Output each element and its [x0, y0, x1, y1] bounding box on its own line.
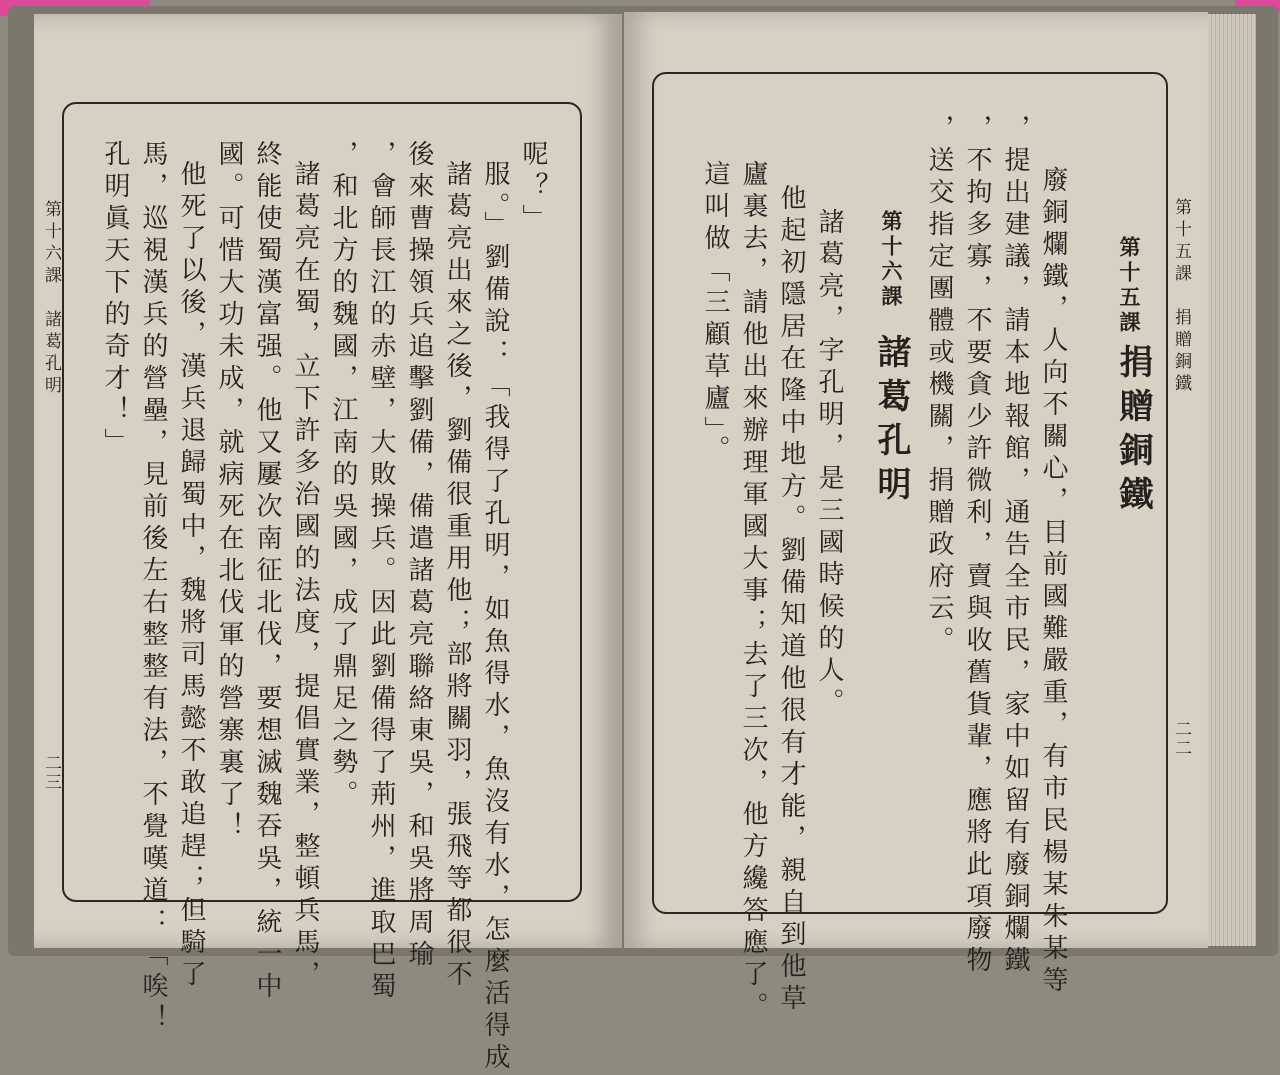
running-head: 第十六課 諸葛孔明 — [41, 200, 61, 398]
lesson-heading: 第十六課 — [879, 210, 904, 310]
text-line: ，會師長江的赤壁，大敗操兵。因此劉備得了荊州，進取巴蜀 — [366, 140, 396, 1004]
text-line: 諸葛亮出來之後，劉備很重用他；部將關羽，張飛等都很不 — [442, 160, 472, 992]
text-line: ，送交指定團體或機關，捐贈政府云。 — [924, 114, 954, 658]
text-line: 廢銅爛鐵，人向不關心，目前國難嚴重，有市民楊某朱某等 — [1038, 166, 1068, 998]
text-line: 孔明眞天下的奇才！」 — [100, 140, 130, 460]
text-line: 諸葛亮，字孔明，是三國時候的人。 — [814, 208, 844, 720]
page-edges — [1208, 14, 1256, 946]
text-line: 馬，巡視漢兵的營壘，見前後左右整整有法，不覺嘆道：「唉！ — [138, 140, 168, 1036]
text-line: ，和北方的魏國，江南的吳國，成了鼎足之勢。 — [328, 140, 358, 812]
page-number: 二二 — [1171, 720, 1191, 758]
lesson-title: 捐贈銅鐵 — [1113, 344, 1153, 520]
page-number: 二三 — [41, 754, 61, 792]
text-frame — [62, 102, 582, 1075]
text-line: ，不拘多寡，不要貪少許微利，賣與收舊貨輩，應將此項廢物 — [962, 114, 992, 978]
text-line: 他起初隱居在隆中地方。劉備知道他很有才能，親自到他草 — [776, 184, 806, 1016]
text-frame — [652, 72, 1168, 1024]
text-line: 廬裏去，請他出來辦理軍國大事；去了三次，他方纔答應了。 — [738, 160, 768, 1024]
text-line: 呢？」 — [518, 140, 548, 236]
left-page — [34, 14, 622, 1075]
text-line: 他死了以後，漢兵退歸蜀中，魏將司馬懿不敢追趕；但騎了 — [176, 160, 206, 992]
lesson-title: 諸葛孔明 — [871, 334, 911, 510]
text-line: 服。」劉備說：「我得了孔明，如魚得水，魚沒有水，怎麼活得成 — [480, 160, 510, 1075]
text-line: 後來曹操領兵追擊劉備，備遣諸葛亮聯絡東吳，和吳將周瑜 — [404, 140, 434, 972]
text-line: 諸葛亮在蜀，立下許多治國的法度，提倡實業，整頓兵馬， — [290, 160, 320, 992]
text-line: 這叫做「三顧草廬」。 — [700, 160, 730, 467]
running-head: 第十五課 捐贈銅鐵 — [1171, 198, 1191, 396]
right-page — [624, 12, 1208, 1024]
text-line: ，提出建議，請本地報館，通告全市民，家中如留有廢銅爛鐵 — [1000, 114, 1030, 978]
text-line: 國。可惜大功未成，就病死在北伐軍的營寨裏了！ — [214, 140, 244, 844]
text-line: 終能使蜀漢富强。他又屢次南征北伐，要想滅魏吞吳，統一中 — [252, 140, 282, 1004]
lesson-heading: 第十五課 — [1117, 236, 1142, 336]
